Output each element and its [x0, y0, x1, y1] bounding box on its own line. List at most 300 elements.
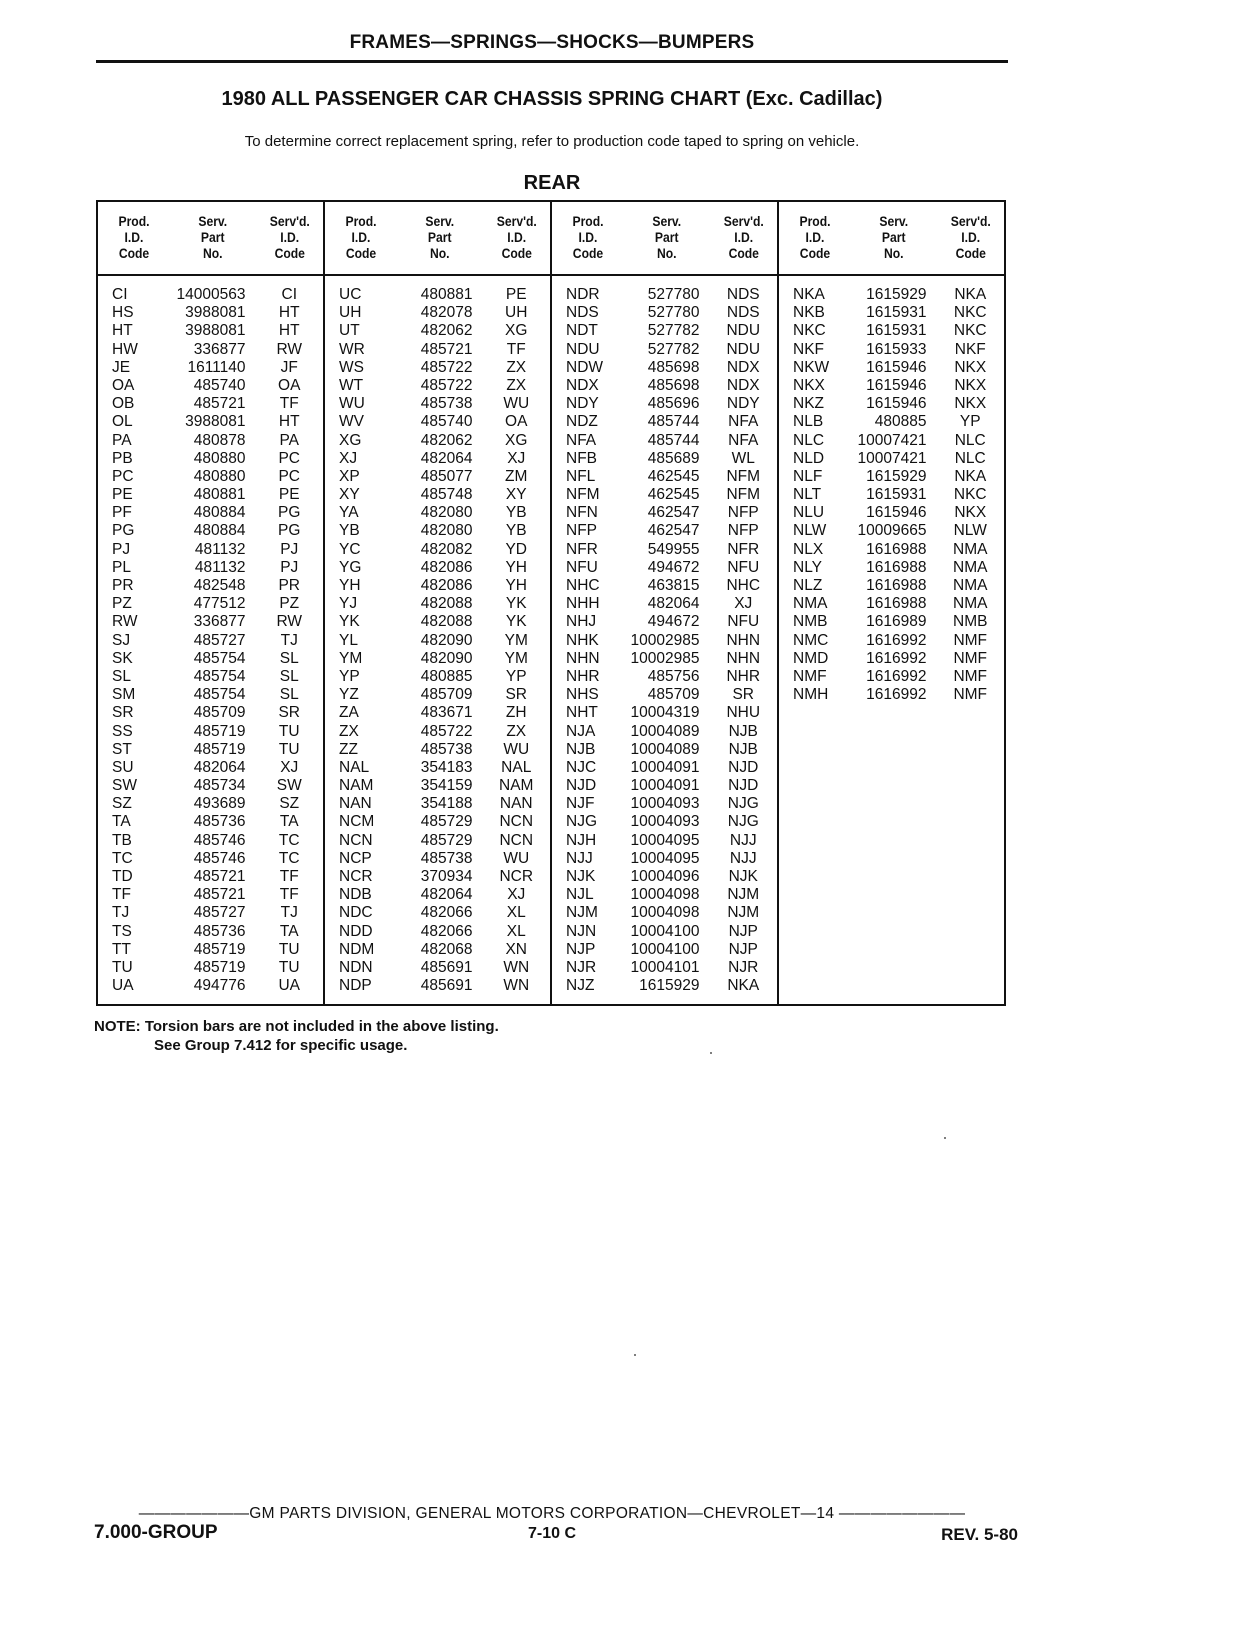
cell-prod-id-code: YL — [339, 631, 358, 649]
cell-prod-id-code: NDZ — [566, 413, 598, 431]
cell-prod-id-code: UA — [112, 977, 134, 995]
table-row — [552, 704, 777, 722]
cell-servd-id-code: NJP — [728, 922, 758, 940]
cell-servd-id-code: NCN — [499, 831, 534, 849]
cell-servd-id-code: YP — [505, 667, 527, 685]
table-row — [552, 322, 777, 340]
cell-serv-part-no: 10004089 — [630, 740, 700, 758]
cell-serv-part-no: 480881 — [193, 486, 246, 504]
cell-servd-id-code: PC — [278, 467, 301, 485]
cell-servd-id-code: SZ — [279, 795, 300, 813]
cell-prod-id-code: NMA — [793, 595, 828, 613]
table-row — [325, 577, 550, 595]
table-row — [552, 304, 777, 322]
cell-servd-id-code: PG — [278, 504, 301, 522]
table-row — [779, 522, 1004, 540]
cell-serv-part-no: 485719 — [193, 958, 246, 976]
table-row — [779, 377, 1004, 395]
cell-prod-id-code: NKF — [793, 340, 824, 358]
cell-prod-id-code: OA — [112, 376, 135, 394]
cell-servd-id-code: NJB — [728, 740, 758, 758]
table-row — [325, 832, 550, 850]
table-body — [552, 276, 777, 995]
cell-prod-id-code: OB — [112, 395, 135, 413]
cell-servd-id-code: NDU — [726, 322, 761, 340]
cell-prod-id-code: XJ — [339, 449, 358, 467]
cell-servd-id-code: PE — [505, 286, 527, 303]
table-row — [98, 886, 323, 904]
cell-servd-id-code: YM — [504, 649, 528, 667]
cell-serv-part-no: 482086 — [420, 558, 473, 576]
table-row — [98, 632, 323, 650]
cell-prod-id-code: WT — [339, 376, 364, 394]
table-row — [325, 923, 550, 941]
cell-servd-id-code: UH — [505, 304, 528, 322]
table-row — [552, 886, 777, 904]
cell-prod-id-code: NLF — [793, 467, 823, 485]
cell-serv-part-no: 485721 — [193, 395, 246, 413]
table-row — [98, 795, 323, 813]
cell-servd-id-code: YH — [505, 558, 528, 576]
table-row — [552, 595, 777, 613]
cell-prod-id-code: NDB — [339, 886, 372, 904]
cell-serv-part-no: 462545 — [647, 486, 700, 504]
cell-servd-id-code: ZX — [506, 358, 527, 376]
table-row — [98, 286, 323, 304]
cell-serv-part-no: 482064 — [193, 758, 246, 776]
cell-servd-id-code: NKX — [954, 376, 987, 394]
table-row — [552, 759, 777, 777]
cell-prod-id-code: NCP — [339, 849, 372, 867]
cell-servd-id-code: RW — [276, 613, 303, 631]
table-row — [552, 741, 777, 759]
cell-prod-id-code: NAM — [339, 777, 374, 795]
cell-prod-id-code: NJF — [566, 795, 595, 813]
cell-prod-id-code: YP — [339, 667, 360, 685]
cell-serv-part-no: 354188 — [420, 795, 473, 813]
cell-servd-id-code: NMA — [953, 595, 988, 613]
table-row — [325, 450, 550, 468]
table-row — [325, 504, 550, 522]
cell-serv-part-no: 485691 — [420, 958, 473, 976]
cell-prod-id-code: HT — [112, 322, 133, 340]
cell-servd-id-code: NAN — [499, 795, 533, 813]
note — [94, 1017, 499, 1055]
table-row — [325, 741, 550, 759]
cell-serv-part-no: 485727 — [193, 904, 246, 922]
cell-serv-part-no: 482090 — [420, 631, 473, 649]
table-row — [98, 486, 323, 504]
footer-group: 7.000-GROUP — [94, 1522, 218, 1543]
cell-prod-id-code: NHJ — [566, 613, 597, 631]
cell-servd-id-code: TF — [279, 395, 299, 413]
cell-serv-part-no: 482062 — [420, 431, 473, 449]
cell-serv-part-no: 462547 — [647, 504, 700, 522]
cell-serv-part-no: 485736 — [193, 922, 246, 940]
table-row — [779, 468, 1004, 486]
cell-prod-id-code: NDC — [339, 904, 373, 922]
table-row — [325, 959, 550, 977]
cell-servd-id-code: NMA — [953, 558, 988, 576]
cell-servd-id-code: TA — [279, 922, 299, 940]
cell-serv-part-no: 482090 — [420, 649, 473, 667]
table-row — [552, 868, 777, 886]
cell-prod-id-code: NLC — [793, 431, 825, 449]
cell-servd-id-code: NLC — [954, 449, 986, 467]
section-title: REAR — [523, 172, 581, 194]
cell-servd-id-code: PZ — [279, 595, 300, 613]
cell-servd-id-code: HT — [278, 304, 300, 322]
cell-serv-part-no: 485077 — [420, 467, 473, 485]
cell-servd-id-code: XY — [505, 486, 527, 504]
cell-servd-id-code: XL — [506, 922, 526, 940]
cell-serv-part-no: 485719 — [193, 940, 246, 958]
cell-servd-id-code: OA — [278, 376, 301, 394]
cell-serv-part-no: 485719 — [193, 740, 246, 758]
cell-serv-part-no: 480885 — [874, 413, 927, 431]
header-servd-id-code: Serv'd. I.D. Code — [269, 214, 310, 261]
table-row — [98, 868, 323, 886]
cell-prod-id-code: NHH — [566, 595, 600, 613]
cell-serv-part-no: 527782 — [647, 322, 700, 340]
cell-servd-id-code: XG — [505, 322, 528, 340]
cell-serv-part-no: 1615929 — [866, 467, 927, 485]
cell-prod-id-code: YK — [339, 613, 360, 631]
cell-servd-id-code: HT — [278, 322, 300, 340]
table-row — [779, 686, 1004, 704]
cell-serv-part-no: 480881 — [420, 286, 473, 303]
cell-servd-id-code: NJG — [727, 795, 759, 813]
cell-serv-part-no: 354159 — [420, 777, 473, 795]
cell-prod-id-code: SS — [112, 722, 133, 740]
cell-serv-part-no: 485709 — [193, 704, 246, 722]
cell-serv-part-no: 480884 — [193, 522, 246, 540]
table-row — [552, 450, 777, 468]
cell-serv-part-no: 480884 — [193, 504, 246, 522]
cell-prod-id-code: PZ — [112, 595, 132, 613]
table-row — [98, 359, 323, 377]
cell-prod-id-code: NDU — [566, 340, 600, 358]
cell-servd-id-code: YK — [505, 595, 527, 613]
cell-prod-id-code: PB — [112, 449, 133, 467]
cell-serv-part-no: 482088 — [420, 595, 473, 613]
table-body — [325, 276, 550, 995]
cell-prod-id-code: NMF — [793, 667, 827, 685]
cell-serv-part-no: 336877 — [193, 613, 246, 631]
table-row — [98, 468, 323, 486]
cell-prod-id-code: NHT — [566, 704, 598, 722]
cell-prod-id-code: NJL — [566, 886, 594, 904]
cell-servd-id-code: WN — [503, 958, 530, 976]
cell-servd-id-code: RW — [276, 340, 303, 358]
cell-servd-id-code: YK — [505, 613, 527, 631]
table-row — [98, 577, 323, 595]
cell-serv-part-no: 480880 — [193, 467, 246, 485]
table-row — [779, 559, 1004, 577]
header-prod-id-code: Prod. I.D. Code — [345, 214, 377, 261]
cell-servd-id-code: NHN — [726, 631, 761, 649]
cell-servd-id-code: OA — [505, 413, 528, 431]
cell-prod-id-code: SK — [112, 649, 133, 667]
table-row — [98, 650, 323, 668]
cell-serv-part-no: 477512 — [193, 595, 246, 613]
table-row — [98, 322, 323, 340]
table-row — [98, 595, 323, 613]
cell-prod-id-code: ZX — [339, 722, 359, 740]
cell-prod-id-code: NJH — [566, 831, 597, 849]
cell-serv-part-no: 482064 — [420, 886, 473, 904]
cell-servd-id-code: TJ — [280, 904, 298, 922]
cell-prod-id-code: TD — [112, 868, 133, 885]
table-row — [325, 795, 550, 813]
table-row — [552, 559, 777, 577]
cell-servd-id-code: TA — [279, 813, 299, 831]
cell-servd-id-code: NHU — [726, 704, 761, 722]
table-row — [325, 668, 550, 686]
cell-servd-id-code: TF — [279, 886, 299, 904]
cell-serv-part-no: 485740 — [420, 413, 473, 431]
table-row — [552, 577, 777, 595]
cell-prod-id-code: NFL — [566, 467, 596, 485]
cell-serv-part-no: 485754 — [193, 686, 246, 704]
cell-prod-id-code: XP — [339, 467, 360, 485]
table-row — [325, 413, 550, 431]
cell-serv-part-no: 336877 — [193, 340, 246, 358]
cell-servd-id-code: CI — [281, 286, 297, 303]
cell-servd-id-code: XG — [505, 431, 528, 449]
cell-prod-id-code: YG — [339, 558, 362, 576]
cell-prod-id-code: NFM — [566, 486, 600, 504]
cell-serv-part-no: 549955 — [647, 540, 700, 558]
cell-prod-id-code: PC — [112, 467, 134, 485]
cell-servd-id-code: XJ — [507, 449, 526, 467]
header-prod-id-code: Prod. I.D. Code — [572, 214, 604, 261]
cell-prod-id-code: TS — [112, 922, 132, 940]
cell-prod-id-code: WR — [339, 340, 365, 358]
cell-servd-id-code: NMB — [953, 613, 988, 631]
cell-servd-id-code: PG — [278, 522, 301, 540]
table-row — [325, 904, 550, 922]
table-row — [325, 395, 550, 413]
cell-prod-id-code: NMC — [793, 631, 829, 649]
table-row — [98, 959, 323, 977]
cell-servd-id-code: NJJ — [729, 831, 757, 849]
cell-servd-id-code: SR — [732, 686, 755, 704]
table-row — [779, 577, 1004, 595]
table-row — [325, 777, 550, 795]
cell-serv-part-no: 482062 — [420, 322, 473, 340]
table-row — [552, 723, 777, 741]
cell-servd-id-code: NAM — [499, 777, 534, 795]
cell-serv-part-no: 482064 — [420, 449, 473, 467]
cell-serv-part-no: 1615946 — [866, 358, 927, 376]
cell-prod-id-code: SU — [112, 758, 134, 776]
cell-serv-part-no: 485744 — [647, 413, 700, 431]
cell-serv-part-no: 1616988 — [866, 558, 927, 576]
cell-servd-id-code: NJD — [728, 777, 759, 795]
cell-prod-id-code: UH — [339, 304, 362, 322]
cell-serv-part-no: 482086 — [420, 577, 473, 594]
cell-servd-id-code: NJJ — [729, 849, 757, 867]
cell-serv-part-no: 1616988 — [866, 595, 927, 613]
cell-prod-id-code: NKZ — [793, 395, 824, 413]
cell-servd-id-code: TJ — [280, 631, 298, 649]
cell-servd-id-code: NMF — [953, 686, 988, 704]
cell-prod-id-code: TJ — [112, 904, 130, 922]
header-serv-part-no: Serv. Part No. — [652, 214, 682, 261]
cell-servd-id-code: YH — [505, 577, 528, 594]
footer-revision: REV. 5-80 — [941, 1525, 1018, 1544]
column-group-2 — [325, 202, 552, 1004]
cell-servd-id-code: NMA — [953, 540, 988, 558]
cell-servd-id-code: NKX — [954, 504, 987, 522]
table-body — [98, 276, 323, 995]
cell-serv-part-no: 1616992 — [866, 631, 927, 649]
cell-prod-id-code: NJZ — [566, 977, 595, 995]
cell-prod-id-code: YM — [339, 649, 363, 667]
table-row — [325, 613, 550, 631]
cell-servd-id-code: YD — [505, 540, 528, 558]
cell-servd-id-code: NKX — [954, 358, 987, 376]
cell-servd-id-code: NMA — [953, 577, 988, 594]
cell-prod-id-code: WV — [339, 413, 364, 431]
cell-prod-id-code: NDD — [339, 922, 373, 940]
section-header: FRAMES—SPRINGS—SHOCKS—BUMPERS — [349, 32, 755, 53]
cell-servd-id-code: SR — [505, 686, 528, 704]
cell-servd-id-code: UA — [278, 977, 301, 995]
cell-prod-id-code: NJP — [566, 940, 596, 958]
table-row — [552, 832, 777, 850]
cell-servd-id-code: NHC — [726, 577, 761, 594]
table-row — [779, 286, 1004, 304]
cell-serv-part-no: 481132 — [194, 558, 246, 576]
cell-serv-part-no: 527780 — [647, 286, 700, 303]
cell-prod-id-code: PF — [112, 504, 132, 522]
cell-prod-id-code: ST — [112, 740, 132, 758]
cell-prod-id-code: XY — [339, 486, 360, 504]
table-row — [98, 741, 323, 759]
cell-serv-part-no: 10002985 — [630, 649, 700, 667]
cell-serv-part-no: 482064 — [647, 595, 700, 613]
cell-servd-id-code: ZH — [505, 704, 527, 722]
cell-servd-id-code: NJP — [728, 940, 758, 958]
table-row — [98, 432, 323, 450]
cell-serv-part-no: 1616992 — [866, 686, 927, 704]
cell-serv-part-no: 10004098 — [630, 886, 700, 904]
cell-prod-id-code: NCN — [339, 831, 373, 849]
cell-serv-part-no: 370934 — [420, 868, 473, 885]
cell-serv-part-no: 482066 — [420, 904, 473, 922]
cell-prod-id-code: HS — [112, 304, 134, 322]
cell-serv-part-no: 494776 — [193, 977, 246, 995]
cell-serv-part-no: 494672 — [647, 558, 700, 576]
cell-serv-part-no: 1615946 — [866, 376, 927, 394]
cell-prod-id-code: XG — [339, 431, 362, 449]
table-row — [552, 959, 777, 977]
cell-servd-id-code: JF — [280, 358, 298, 376]
cell-prod-id-code: NDS — [566, 304, 599, 322]
note-line-2: See Group 7.412 for specific usage. — [154, 1037, 408, 1054]
cell-serv-part-no: 462547 — [647, 522, 700, 540]
cell-servd-id-code: TF — [279, 868, 299, 885]
cell-servd-id-code: NFA — [728, 431, 759, 449]
cell-serv-part-no: 482068 — [420, 940, 473, 958]
cell-serv-part-no: 10007421 — [857, 431, 927, 449]
cell-servd-id-code: XL — [506, 904, 526, 922]
table-row — [98, 541, 323, 559]
cell-servd-id-code: NMF — [953, 667, 988, 685]
cell-servd-id-code: NDS — [726, 286, 760, 303]
cell-prod-id-code: NJG — [566, 813, 597, 831]
cell-prod-id-code: PE — [112, 486, 133, 504]
table-row — [98, 395, 323, 413]
cell-serv-part-no: 485738 — [420, 395, 473, 413]
cell-servd-id-code: TC — [278, 831, 300, 849]
cell-serv-part-no: 482088 — [420, 613, 473, 631]
cell-serv-part-no: 485709 — [647, 686, 700, 704]
cell-prod-id-code: SM — [112, 686, 136, 704]
cell-prod-id-code: NLT — [793, 486, 822, 504]
cell-prod-id-code: NFA — [566, 431, 597, 449]
cell-serv-part-no: 483671 — [420, 704, 473, 722]
cell-prod-id-code: NLX — [793, 540, 824, 558]
cell-serv-part-no: 485754 — [193, 649, 246, 667]
table-row — [98, 941, 323, 959]
table-row — [325, 977, 550, 995]
table-row — [552, 650, 777, 668]
cell-prod-id-code: TC — [112, 849, 133, 867]
header-serv-part-no: Serv. Part No. — [425, 214, 455, 261]
cell-prod-id-code: NJN — [566, 922, 597, 940]
cell-prod-id-code: NJC — [566, 758, 597, 776]
cell-serv-part-no: 10004095 — [630, 849, 700, 867]
cell-prod-id-code: TT — [112, 940, 131, 958]
cell-prod-id-code: NJB — [566, 740, 596, 758]
cell-serv-part-no: 485698 — [647, 358, 700, 376]
table-row — [98, 777, 323, 795]
cell-servd-id-code: PA — [279, 431, 300, 449]
table-row — [552, 668, 777, 686]
cell-servd-id-code: HT — [278, 413, 300, 431]
cell-servd-id-code: NFU — [727, 558, 760, 576]
cell-prod-id-code: NHC — [566, 577, 600, 594]
table-row — [779, 413, 1004, 431]
cell-servd-id-code: NHN — [726, 649, 761, 667]
cell-serv-part-no: 10004091 — [630, 758, 700, 776]
table-row — [779, 632, 1004, 650]
cell-serv-part-no: 354183 — [420, 758, 473, 776]
cell-serv-part-no: 485738 — [420, 740, 473, 758]
cell-servd-id-code: YB — [505, 522, 527, 540]
cell-serv-part-no: 485729 — [420, 813, 473, 831]
cell-serv-part-no: 1615933 — [866, 340, 927, 358]
cell-prod-id-code: NFB — [566, 449, 597, 467]
cell-serv-part-no: 1616992 — [866, 649, 927, 667]
table-row — [552, 286, 777, 304]
cell-prod-id-code: NJJ — [566, 849, 593, 867]
cell-servd-id-code: NDS — [726, 304, 760, 322]
table-row — [552, 486, 777, 504]
table-row — [98, 686, 323, 704]
cell-servd-id-code: NFU — [727, 613, 760, 631]
table-row — [98, 304, 323, 322]
cell-serv-part-no: 10004101 — [630, 958, 700, 976]
table-row — [98, 723, 323, 741]
cell-serv-part-no: 485734 — [193, 777, 246, 795]
cell-serv-part-no: 3988081 — [185, 304, 246, 322]
cell-serv-part-no: 485744 — [647, 431, 700, 449]
cell-prod-id-code: NDM — [339, 940, 375, 958]
